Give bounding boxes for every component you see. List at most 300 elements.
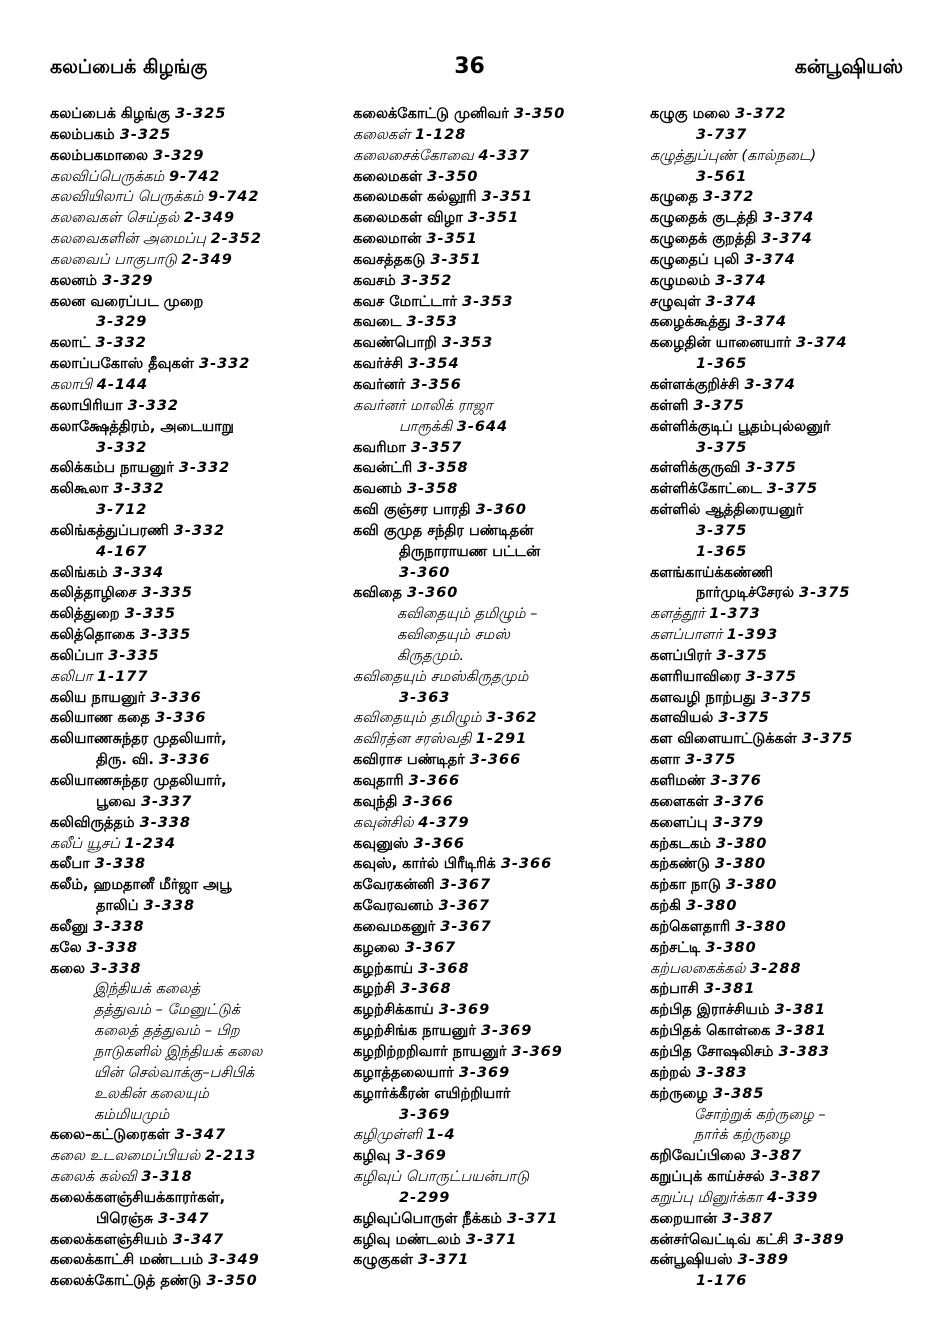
entry-term: கலீனு: [50, 918, 89, 935]
index-entry: [50, 854, 345, 875]
index-entry: [650, 750, 936, 771]
entry-term: கலிக்கம்ப நாயனுர்: [50, 460, 174, 477]
entry-term: கவிதையும் தமிழும் –: [397, 606, 538, 623]
entry-term: கவைமகனுர்: [353, 918, 436, 935]
entry-term: கவிதையும் சமஸ்கிருதமும்: [353, 668, 529, 685]
entry-reference: 3-367: [439, 877, 492, 894]
entry-term: கவுன்சில்: [353, 814, 414, 831]
index-entry: [50, 813, 345, 834]
index-entry: [353, 979, 648, 1000]
entry-term: கவேரகன்னி: [353, 877, 435, 894]
entry-reference: 3-335: [139, 627, 192, 644]
index-entry: [50, 1000, 345, 1021]
index-entry: [50, 1125, 345, 1146]
entry-reference: 3-335: [141, 585, 193, 602]
entry-term: களவியல்: [650, 710, 714, 727]
entry-reference: 3-367: [440, 918, 492, 935]
index-entry: [650, 854, 936, 875]
entry-term: கழறிற்றறிவார் நாயனுர்: [353, 1043, 507, 1060]
entry-reference: 3-338: [94, 856, 147, 873]
index-entry: [353, 104, 648, 125]
entry-term: கள்ளக்குறிச்சி: [650, 376, 740, 393]
index-entry: [650, 875, 936, 896]
index-entry: [50, 1105, 345, 1126]
entry-term: கலிப்பா: [50, 647, 104, 664]
index-entry: [50, 125, 345, 146]
entry-term: கலைக் கல்வி: [50, 1169, 137, 1186]
entry-term: கலீபா: [50, 856, 90, 873]
index-entry: [353, 896, 648, 917]
entry-term: களைகள்: [650, 793, 709, 810]
index-entry: [50, 1021, 345, 1042]
entry-term: களா: [650, 752, 680, 769]
entry-term: கலிங்கத்துப்பரணி: [50, 522, 169, 539]
index-entry: [353, 542, 648, 563]
index-entry-continuation: [650, 125, 936, 146]
entry-reference: 3-329: [102, 272, 154, 289]
entry-reference: 3-360: [475, 502, 527, 519]
index-entry: [353, 250, 648, 271]
index-entry: [50, 1063, 345, 1084]
index-entry-continuation: [650, 354, 936, 375]
index-entry: [650, 729, 936, 750]
index-entry-continuation: [650, 542, 936, 563]
index-entry: [650, 896, 936, 917]
header-right-guide-word: கன்பூஷியஸ்: [794, 56, 903, 78]
entry-term: கற்பிதக் கொள்கை: [650, 1023, 771, 1040]
index-entry: [650, 813, 936, 834]
entry-term: கலைமான்: [353, 231, 422, 248]
entry-reference: 3-354: [408, 356, 460, 373]
index-entry: [650, 146, 936, 167]
entry-reference: 3-375: [685, 752, 737, 769]
index-entry: [650, 1230, 936, 1251]
entry-reference: 3-347: [158, 1210, 210, 1227]
entry-reference: 3-381: [775, 1023, 827, 1040]
index-entry: [650, 792, 936, 813]
entry-term: கவரிமா: [353, 439, 406, 456]
index-entry: [353, 354, 648, 375]
entry-reference: 3-332: [95, 335, 147, 352]
entry-term: கிருதமும்.: [397, 647, 465, 664]
index-entry: [353, 854, 648, 875]
index-entry: [650, 917, 936, 938]
index-entry: [650, 500, 936, 521]
entry-reference: 3-366: [469, 752, 522, 769]
entry-reference: 3-561: [696, 168, 748, 185]
entry-reference: 2-349: [181, 251, 233, 268]
entry-reference: 3-349: [208, 1252, 260, 1269]
entry-term: கலம்பகம்: [50, 126, 115, 143]
entry-term: இந்தியக் கலைத்: [94, 981, 201, 998]
index-entry: [50, 792, 345, 813]
entry-reference: 3-387: [769, 1169, 822, 1186]
entry-reference: 9-742: [168, 168, 221, 185]
index-entry: [353, 312, 648, 333]
entry-reference: 3-381: [703, 981, 756, 998]
index-entry-continuation: [650, 521, 936, 542]
entry-term: கலைத் தத்துவம் – பிற: [94, 1023, 240, 1040]
entry-reference: 3-357: [410, 439, 463, 456]
entry-term: திரு. வி.: [96, 752, 154, 769]
entry-reference: 3-380: [725, 877, 778, 894]
entry-reference: 3-363: [399, 689, 451, 706]
index-entry: [353, 167, 648, 188]
entry-term: கவனம்: [353, 481, 402, 498]
index-entry: [650, 563, 936, 584]
entry-term: கழுதைப் புலி: [650, 251, 740, 268]
entry-reference: 3-375: [745, 460, 797, 477]
entry-term: கலிகூலா: [50, 481, 109, 498]
entry-term: கழுகு மலை: [650, 106, 731, 122]
index-entry: [353, 1209, 648, 1230]
entry-reference: 3-367: [438, 898, 490, 915]
entry-reference: 3-350: [206, 1273, 258, 1290]
entry-term: கலைகள்: [353, 126, 411, 143]
index-entry: [650, 208, 936, 229]
index-entry: [50, 375, 345, 396]
entry-term: கள்ளிக்குருவி: [650, 460, 741, 477]
entry-reference: 3-366: [500, 856, 553, 873]
entry-term: கலாக்ஷேத்திரம், அடையாறு: [50, 418, 234, 435]
index-entry: [353, 604, 648, 625]
index-entry: [50, 187, 345, 208]
entry-reference: 3-353: [406, 314, 458, 331]
entry-reference: 3-351: [467, 210, 520, 227]
entry-reference: 3-352: [400, 272, 453, 289]
entry-reference: 2-349: [183, 210, 236, 227]
entry-term: கலைமகள் கல்லூரி: [353, 189, 477, 206]
index-entry: [353, 187, 648, 208]
entry-term: கழைக்கூத்து: [650, 314, 731, 331]
index-entry: [353, 1021, 648, 1042]
entry-reference: 3-332: [127, 397, 179, 414]
entry-reference: 3-380: [686, 898, 738, 915]
index-entry: [50, 396, 345, 417]
index-entry: [50, 333, 345, 354]
entry-reference: 3-389: [737, 1252, 790, 1269]
entry-reference: 3-358: [406, 481, 459, 498]
entry-term: கலனம்: [50, 272, 98, 289]
index-entry-continuation: [50, 542, 345, 563]
entry-term: கழுதை: [650, 189, 698, 206]
entry-reference: 3-347: [172, 1231, 225, 1248]
entry-reference: 3-368: [418, 960, 470, 977]
entry-reference: 3-338: [139, 814, 191, 831]
entry-reference: 3-376: [713, 793, 765, 810]
entry-reference: 3-383: [778, 1043, 830, 1060]
entry-reference: 3-381: [774, 1002, 826, 1019]
entry-term: பூவை: [96, 793, 136, 810]
entry-reference: 3-360: [399, 564, 451, 581]
entry-reference: 3-375: [801, 731, 854, 748]
index-entry: [50, 271, 345, 292]
entry-reference: 3-332: [96, 439, 148, 456]
header-left-guide-word: கலப்பைக் கிழங்கு: [50, 56, 208, 78]
index-entry: [650, 333, 936, 354]
entry-reference: 3-325: [119, 126, 172, 143]
entry-term: கறிவேப்பிலை: [650, 1148, 746, 1165]
entry-term: கழற்காய்: [353, 960, 414, 977]
entry-term: கவசத்தகடு: [353, 251, 426, 268]
index-entry: [50, 458, 345, 479]
index-entry: [650, 604, 936, 625]
index-entry: [650, 375, 936, 396]
index-entry: [50, 667, 345, 688]
index-entry: [50, 1271, 345, 1292]
entry-reference: 3-336: [155, 710, 207, 727]
index-entry: [650, 229, 936, 250]
index-entry: [650, 959, 936, 980]
entry-term: கலியாணசுந்தர முதலியார்,: [50, 731, 227, 748]
entry-term: கலைக்கோட்டு முனிவர்: [353, 106, 509, 122]
entry-term: கள விளையாட்டுக்கள்: [650, 731, 797, 748]
entry-reference: 3-369: [480, 1023, 533, 1040]
entry-term: கலைக்கோட்டுத் தண்டு: [50, 1273, 202, 1290]
index-entry: [50, 229, 345, 250]
index-entry-continuation: [353, 688, 648, 709]
entry-reference: 3-374: [715, 272, 767, 289]
entry-term: கவிரத்ன சரஸ்வதி: [353, 731, 472, 748]
index-entry: [650, 417, 936, 438]
entry-term: கலிங்கம்: [50, 564, 108, 581]
index-entry: [650, 1250, 936, 1271]
index-entry-continuation: [353, 1105, 648, 1126]
entry-reference: 3-332: [173, 522, 226, 539]
entry-term: கழற்சிக்காய்: [353, 1002, 434, 1019]
entry-term: கள்ளிக்கோட்டை: [650, 481, 762, 498]
entry-reference: 3-329: [153, 147, 205, 164]
index-entry: [353, 1042, 648, 1063]
entry-reference: 3-374: [735, 314, 787, 331]
index-entry: [353, 1084, 648, 1105]
index-entry: [650, 292, 936, 313]
entry-reference: 3-335: [108, 647, 160, 664]
entry-term: களப்பாளர்: [650, 627, 723, 644]
entry-term: களிமண்: [650, 773, 706, 789]
entry-reference: 3-336: [158, 752, 211, 769]
entry-term: கவர்னர் மாலிக் ராஜா: [353, 397, 493, 414]
entry-reference: 3-353: [441, 335, 494, 352]
entry-reference: 3-338: [90, 960, 142, 977]
index-entry: [650, 396, 936, 417]
index-entry: [353, 625, 648, 646]
entry-reference: 3-375: [760, 689, 813, 706]
index-entry: [353, 417, 648, 438]
entry-reference: 3-356: [410, 376, 462, 393]
entry-reference: 3-332: [178, 460, 231, 477]
index-entry: [353, 750, 648, 771]
index-entry: [650, 271, 936, 292]
index-entry: [353, 729, 648, 750]
index-entry: [50, 1188, 345, 1209]
entry-reference: 3-375: [745, 668, 797, 685]
entry-term: கழுகுகள்: [353, 1252, 413, 1269]
index-entry-continuation: [650, 167, 936, 188]
entry-reference: 1-291: [475, 731, 528, 748]
index-entry: [353, 292, 648, 313]
entry-term: கவர்ச்சி: [353, 356, 404, 373]
entry-reference: 3-383: [696, 1064, 748, 1081]
index-entry-continuation: [650, 438, 936, 459]
index-entry: [353, 146, 648, 167]
entry-term: கற்பித இராச்சியம்: [650, 1002, 770, 1019]
entry-term: கற்கண்டு: [650, 856, 710, 873]
index-entry: [650, 708, 936, 729]
entry-reference: 3-380: [715, 835, 768, 852]
index-entry: [50, 646, 345, 667]
entry-reference: 1-177: [97, 668, 149, 685]
entry-term: பிரெஞ்சு: [96, 1210, 154, 1227]
entry-reference: 3-337: [140, 793, 193, 810]
index-entry: [353, 583, 648, 604]
entry-reference: 3-374: [762, 210, 815, 227]
index-entry: [650, 834, 936, 855]
index-entry: [650, 1125, 936, 1146]
index-entry: [353, 875, 648, 896]
index-entry: [650, 1000, 936, 1021]
entry-term: கவுதாரி: [353, 773, 404, 789]
entry-term: கலவியிலாப் பெருக்கம்: [50, 189, 204, 206]
entry-reference: 3-338: [93, 918, 145, 935]
entry-term: கவடை: [353, 314, 402, 331]
entry-term: கலப்பைக் கிழங்கு: [50, 106, 170, 122]
index-entry-continuation: [353, 563, 648, 584]
index-entry: [50, 1042, 345, 1063]
entry-term: கழிவுப் பொருட்பயன்பாடு: [353, 1169, 530, 1186]
entry-term: கற்கௌதாரி: [650, 918, 731, 935]
entry-reference: 1-393: [726, 627, 779, 644]
entry-reference: 3-325: [175, 106, 227, 122]
index-entry: [50, 834, 345, 855]
entry-reference: 3-644: [456, 418, 509, 435]
entry-term: கவிதை: [353, 585, 402, 602]
index-entry: [650, 1021, 936, 1042]
index-entry: [353, 938, 648, 959]
entry-reference: 2-213: [204, 1148, 257, 1165]
entry-term: கற்ருழை: [650, 1085, 708, 1102]
index-entry: [50, 167, 345, 188]
entry-reference: 3-332: [198, 356, 251, 373]
entry-reference: 3-336: [150, 689, 202, 706]
entry-term: கலவைகளின் அமைப்பு: [50, 231, 206, 248]
entry-reference: 3-332: [113, 481, 165, 498]
entry-term: கலாபி: [50, 376, 93, 393]
index-entry: [353, 208, 648, 229]
entry-reference: 3-369: [438, 1002, 491, 1019]
entry-term: கழற்சி: [353, 981, 396, 998]
entry-reference: 3-374: [761, 231, 813, 248]
entry-term: கற்றல்: [650, 1064, 692, 1081]
entry-term: கலை உடலமைப்பியல்: [50, 1148, 201, 1165]
index-entry: [650, 458, 936, 479]
index-entry: [50, 1146, 345, 1167]
entry-term: கலித்தொகை: [50, 627, 135, 644]
index-entry: [50, 208, 345, 229]
entry-term: கலிவிருத்தம்: [50, 814, 135, 831]
entry-reference: 3-371: [418, 1252, 470, 1269]
entry-reference: 3-334: [112, 564, 165, 581]
entry-term: திருநாராயண பட்டன்: [399, 543, 541, 560]
entry-reference: 3-329: [96, 314, 148, 331]
index-entry: [50, 708, 345, 729]
entry-term: கழாத்தலையார்: [353, 1064, 454, 1081]
index-entry: [650, 771, 936, 792]
index-entry: [50, 1167, 345, 1188]
entry-reference: 3-351: [426, 231, 478, 248]
entry-term: கலவைகள் செய்தல்: [50, 210, 180, 227]
index-entry: [353, 667, 648, 688]
entry-term: களவழி நாற்பது: [650, 689, 756, 706]
entry-term: கலைமகள் விழா: [353, 210, 463, 227]
entry-term: கவிதையும் சமஸ்: [397, 627, 510, 644]
entry-term: கலம்பகமாலை: [50, 147, 149, 164]
entry-reference: 3-380: [705, 939, 757, 956]
index-entry: [353, 646, 648, 667]
entry-reference: 1-373: [709, 606, 761, 623]
entry-reference: 3-374: [796, 335, 848, 352]
index-entry: [353, 1000, 648, 1021]
entry-term: கன்சர்வெட்டிவ் கட்சி: [650, 1231, 789, 1248]
entry-term: கலாபிரியா: [50, 397, 123, 414]
index-entry: [50, 688, 345, 709]
index-entry: [650, 1042, 936, 1063]
entry-reference: 3-387: [750, 1148, 803, 1165]
entry-term: கற்கி: [650, 898, 682, 915]
entry-reference: 3-347: [174, 1127, 227, 1144]
index-entry: [353, 125, 648, 146]
entry-term: கலைசைக்கோவை: [353, 147, 474, 164]
entry-term: கவன்ட்ரி: [353, 460, 413, 477]
entry-reference: 3-366: [408, 773, 461, 789]
index-entry: [50, 1209, 345, 1230]
index-entry: [50, 292, 345, 313]
index-entry-continuation: [50, 312, 345, 333]
index-entry: [50, 959, 345, 980]
entry-term: கழிவு: [353, 1148, 391, 1165]
entry-term: கள்ளில் ஆத்திரையனுர்: [650, 502, 804, 519]
entry-term: கறுப்புக் காய்ச்சல்: [650, 1169, 765, 1186]
entry-term: கலை: [50, 960, 86, 977]
index-entry: [50, 604, 345, 625]
index-entry: [353, 500, 648, 521]
entry-reference: 4-339: [767, 1189, 819, 1206]
entry-term: கவுஸ், கார்ல் பிரீடிரிக்: [353, 856, 496, 873]
entry-term: கற்கா நாடு: [650, 877, 721, 894]
index-entry: [650, 625, 936, 646]
entry-term: கவுந்தி: [353, 793, 398, 810]
entry-term: கவிராச பண்டிதர்: [353, 752, 465, 769]
entry-reference: 3-379: [712, 814, 765, 831]
entry-term: கள்ளி: [650, 397, 689, 414]
entry-reference: 1-128: [415, 126, 467, 143]
index-entry: [650, 979, 936, 1000]
entry-reference: 3-318: [141, 1169, 193, 1186]
entry-reference: 3-367: [404, 939, 457, 956]
entry-reference: 2-352: [210, 231, 262, 248]
index-entry: [650, 1084, 936, 1105]
entry-term: கவச மோட்டார்: [353, 293, 457, 310]
entry-term: கழுமலம்: [650, 272, 711, 289]
entry-reference: 9-742: [208, 189, 260, 206]
index-entry: [353, 229, 648, 250]
entry-term: நார்முடிச்சேரல்: [696, 585, 794, 602]
entry-reference: 3-387: [722, 1210, 774, 1227]
index-entry: [50, 479, 345, 500]
entry-reference: 3-360: [407, 585, 459, 602]
index-entry: [50, 104, 345, 125]
index-entry: [50, 563, 345, 584]
